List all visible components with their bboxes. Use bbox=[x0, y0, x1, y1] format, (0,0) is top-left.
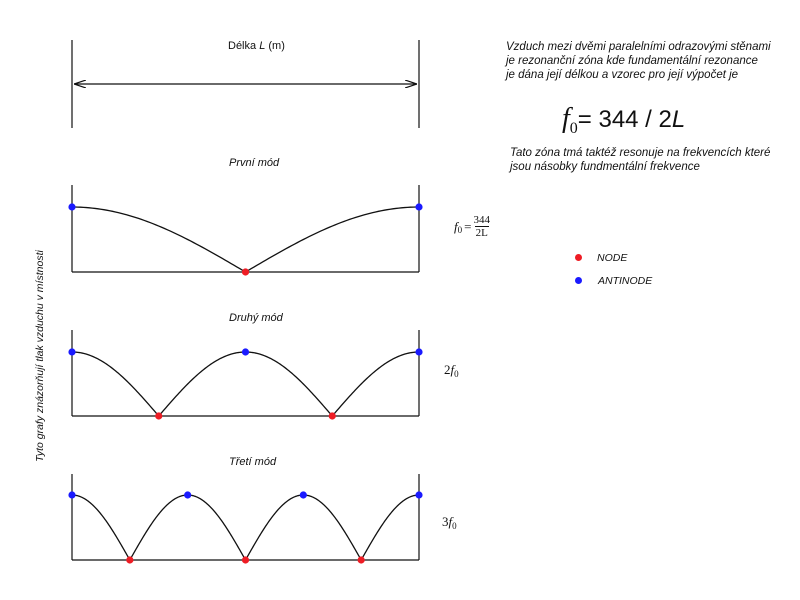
mode-1-title: První mód bbox=[229, 157, 280, 169]
mode-3-title: Třetí mód bbox=[229, 456, 277, 468]
antinode-dot bbox=[415, 203, 422, 210]
description-line: je rezonanční zóna kde fundamentální rezonance bbox=[506, 55, 758, 67]
pressure-curve bbox=[72, 207, 419, 272]
mode-1-panel bbox=[68, 185, 422, 276]
mode-2-panel bbox=[68, 330, 422, 420]
antinode-dot bbox=[300, 491, 307, 498]
mode-2-formula: $2f_0$ bbox=[444, 362, 459, 379]
description-line: Vzduch mezi dvěmi paralelními odrazovými stěnami bbox=[506, 41, 771, 53]
antinode-dot bbox=[415, 348, 422, 355]
vertical-caption: Tyto grafy znázorňují tlak vzduchu v místnosti bbox=[34, 250, 46, 462]
pressure-curve bbox=[72, 352, 419, 416]
antinode-dot-icon bbox=[575, 277, 582, 284]
node-dot bbox=[358, 556, 365, 563]
antinode-dot bbox=[242, 348, 249, 355]
antinode-dot bbox=[415, 491, 422, 498]
description-line: je dána její délkou a vzorec pro její výpočet je bbox=[506, 69, 739, 81]
legend-item-antinode: ANTINODE bbox=[575, 273, 652, 288]
mode-2-title: Druhý mód bbox=[229, 312, 283, 324]
mode-3-formula: $3f_0$ bbox=[442, 514, 457, 531]
description-top bbox=[506, 40, 771, 82]
node-dot bbox=[329, 412, 336, 419]
main-formula: $f_0= 344 / 2L$ bbox=[562, 103, 686, 137]
node-dot bbox=[155, 412, 162, 419]
mode-3-panel bbox=[68, 474, 422, 564]
length-label: Délka L (m) bbox=[228, 40, 285, 52]
fraction-denominator: 2L bbox=[475, 227, 488, 239]
antinode-dot bbox=[184, 491, 191, 498]
description-line: Tato zóna tmá taktéž resonuje na frekvencích které bbox=[510, 147, 771, 159]
pressure-curve bbox=[72, 495, 419, 560]
antinode-dot bbox=[68, 348, 75, 355]
legend bbox=[575, 250, 652, 288]
antinode-dot bbox=[68, 203, 75, 210]
fraction-numerator: 344 bbox=[473, 214, 490, 226]
node-dot-icon bbox=[575, 254, 582, 261]
description-line: jsou násobky fundmentální frekvence bbox=[510, 161, 700, 173]
legend-item-node: NODE bbox=[575, 250, 652, 265]
node-dot bbox=[242, 268, 249, 275]
description-bottom bbox=[510, 146, 770, 174]
node-dot bbox=[242, 556, 249, 563]
mode-1-formula: f 0 = $\frac{344}{2L}$ bbox=[454, 214, 490, 239]
antinode-dot bbox=[68, 491, 75, 498]
mode-groups bbox=[68, 185, 422, 564]
node-dot bbox=[126, 556, 133, 563]
